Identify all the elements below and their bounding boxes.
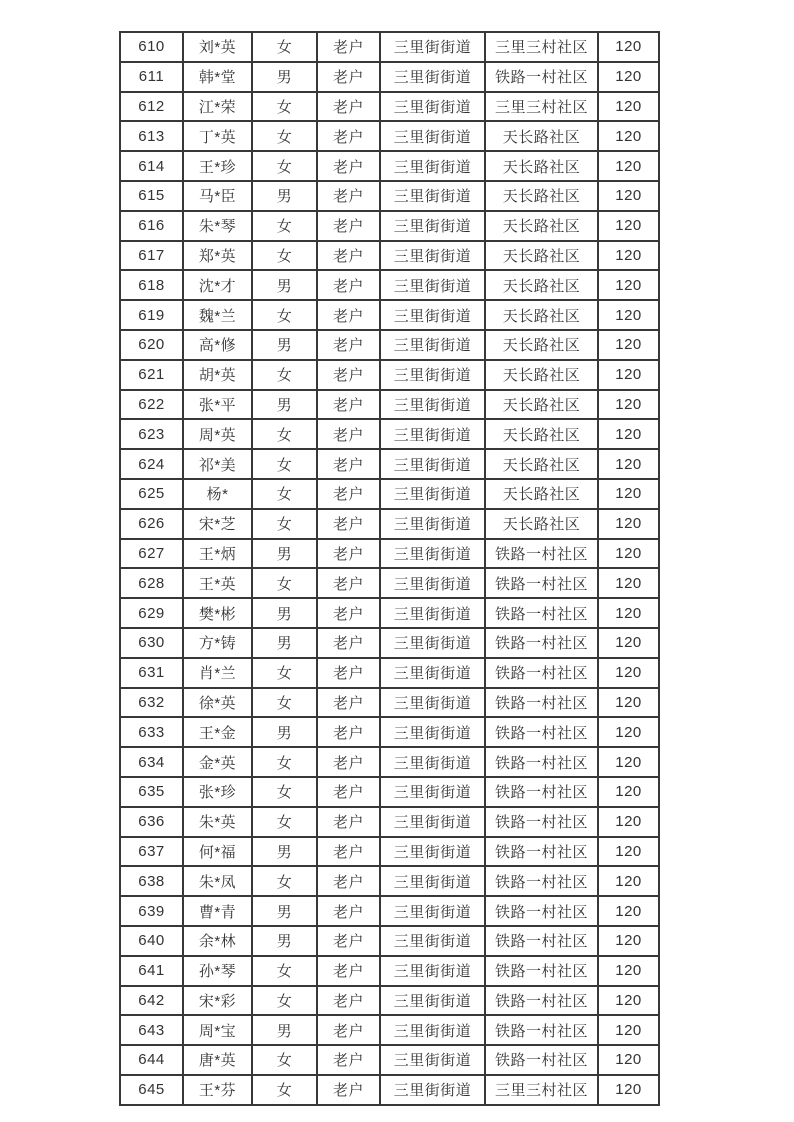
table-row	[120, 181, 659, 211]
cell-name: 王*英	[183, 568, 252, 598]
cell-community: 铁路一村社区	[485, 986, 598, 1016]
cell-street: 三里街街道	[380, 568, 485, 598]
table-row	[120, 568, 659, 598]
cell-household-type: 老户	[317, 151, 380, 181]
cell-street: 三里街街道	[380, 270, 485, 300]
cell-serial-number: 622	[120, 390, 183, 420]
cell-name: 张*珍	[183, 777, 252, 807]
cell-name: 刘*英	[183, 32, 252, 62]
table-row	[120, 688, 659, 718]
cell-serial-number: 637	[120, 837, 183, 867]
cell-street: 三里街街道	[380, 1075, 485, 1105]
cell-amount: 120	[598, 717, 659, 747]
cell-amount: 120	[598, 390, 659, 420]
cell-street: 三里街街道	[380, 628, 485, 658]
table-row	[120, 926, 659, 956]
cell-community: 铁路一村社区	[485, 62, 598, 92]
cell-street: 三里街街道	[380, 419, 485, 449]
cell-gender: 女	[252, 360, 317, 390]
cell-name: 魏*兰	[183, 300, 252, 330]
cell-name: 何*福	[183, 837, 252, 867]
cell-gender: 女	[252, 777, 317, 807]
cell-community: 天长路社区	[485, 330, 598, 360]
cell-amount: 120	[598, 1015, 659, 1045]
cell-name: 江*荣	[183, 92, 252, 122]
table-row	[120, 360, 659, 390]
cell-name: 杨*	[183, 479, 252, 509]
cell-amount: 120	[598, 926, 659, 956]
cell-street: 三里街街道	[380, 509, 485, 539]
cell-street: 三里街街道	[380, 837, 485, 867]
cell-gender: 女	[252, 449, 317, 479]
cell-household-type: 老户	[317, 62, 380, 92]
cell-amount: 120	[598, 896, 659, 926]
table-row	[120, 717, 659, 747]
table-row	[120, 1045, 659, 1075]
cell-street: 三里街街道	[380, 300, 485, 330]
cell-street: 三里街街道	[380, 539, 485, 569]
cell-serial-number: 618	[120, 270, 183, 300]
cell-street: 三里街街道	[380, 807, 485, 837]
cell-household-type: 老户	[317, 360, 380, 390]
table-row	[120, 241, 659, 271]
table-row	[120, 1015, 659, 1045]
cell-amount: 120	[598, 121, 659, 151]
cell-community: 天长路社区	[485, 479, 598, 509]
cell-household-type: 老户	[317, 449, 380, 479]
cell-name: 金*英	[183, 747, 252, 777]
cell-household-type: 老户	[317, 926, 380, 956]
cell-name: 宋*芝	[183, 509, 252, 539]
cell-serial-number: 630	[120, 628, 183, 658]
table-row	[120, 330, 659, 360]
cell-gender: 女	[252, 568, 317, 598]
cell-gender: 女	[252, 1075, 317, 1105]
cell-serial-number: 617	[120, 241, 183, 271]
cell-street: 三里街街道	[380, 181, 485, 211]
cell-gender: 女	[252, 300, 317, 330]
cell-household-type: 老户	[317, 121, 380, 151]
cell-serial-number: 645	[120, 1075, 183, 1105]
cell-amount: 120	[598, 62, 659, 92]
cell-serial-number: 612	[120, 92, 183, 122]
cell-amount: 120	[598, 151, 659, 181]
cell-name: 朱*凤	[183, 866, 252, 896]
cell-community: 天长路社区	[485, 449, 598, 479]
cell-name: 曹*青	[183, 896, 252, 926]
cell-amount: 120	[598, 479, 659, 509]
cell-street: 三里街街道	[380, 151, 485, 181]
cell-amount: 120	[598, 1075, 659, 1105]
cell-gender: 女	[252, 241, 317, 271]
cell-serial-number: 613	[120, 121, 183, 151]
cell-community: 三里三村社区	[485, 32, 598, 62]
cell-name: 朱*英	[183, 807, 252, 837]
cell-amount: 120	[598, 986, 659, 1016]
cell-street: 三里街街道	[380, 956, 485, 986]
cell-serial-number: 624	[120, 449, 183, 479]
cell-household-type: 老户	[317, 92, 380, 122]
cell-street: 三里街街道	[380, 896, 485, 926]
cell-gender: 女	[252, 986, 317, 1016]
cell-street: 三里街街道	[380, 866, 485, 896]
cell-amount: 120	[598, 747, 659, 777]
table-row	[120, 628, 659, 658]
cell-household-type: 老户	[317, 539, 380, 569]
cell-name: 宋*彩	[183, 986, 252, 1016]
cell-community: 铁路一村社区	[485, 837, 598, 867]
cell-community: 铁路一村社区	[485, 866, 598, 896]
cell-amount: 120	[598, 32, 659, 62]
cell-name: 徐*英	[183, 688, 252, 718]
cell-community: 天长路社区	[485, 181, 598, 211]
cell-amount: 120	[598, 956, 659, 986]
cell-community: 天长路社区	[485, 241, 598, 271]
cell-serial-number: 626	[120, 509, 183, 539]
cell-household-type: 老户	[317, 717, 380, 747]
cell-serial-number: 638	[120, 866, 183, 896]
cell-gender: 男	[252, 270, 317, 300]
table-row	[120, 539, 659, 569]
cell-amount: 120	[598, 330, 659, 360]
cell-gender: 男	[252, 539, 317, 569]
table-row	[120, 449, 659, 479]
cell-community: 铁路一村社区	[485, 717, 598, 747]
cell-serial-number: 641	[120, 956, 183, 986]
cell-gender: 女	[252, 92, 317, 122]
table-row	[120, 121, 659, 151]
cell-serial-number: 639	[120, 896, 183, 926]
cell-street: 三里街街道	[380, 777, 485, 807]
cell-gender: 男	[252, 390, 317, 420]
table-row	[120, 92, 659, 122]
cell-amount: 120	[598, 181, 659, 211]
cell-street: 三里街街道	[380, 211, 485, 241]
cell-amount: 120	[598, 360, 659, 390]
cell-household-type: 老户	[317, 568, 380, 598]
table-row	[120, 747, 659, 777]
table-row	[120, 151, 659, 181]
cell-gender: 男	[252, 896, 317, 926]
table-row	[120, 837, 659, 867]
cell-name: 王*珍	[183, 151, 252, 181]
cell-community: 天长路社区	[485, 151, 598, 181]
cell-name: 胡*英	[183, 360, 252, 390]
cell-community: 铁路一村社区	[485, 807, 598, 837]
cell-gender: 女	[252, 419, 317, 449]
cell-gender: 男	[252, 628, 317, 658]
cell-gender: 女	[252, 211, 317, 241]
cell-street: 三里街街道	[380, 32, 485, 62]
table-row	[120, 598, 659, 628]
cell-gender: 女	[252, 479, 317, 509]
cell-gender: 女	[252, 1045, 317, 1075]
cell-serial-number: 640	[120, 926, 183, 956]
cell-gender: 男	[252, 62, 317, 92]
cell-gender: 女	[252, 688, 317, 718]
cell-serial-number: 633	[120, 717, 183, 747]
cell-name: 沈*才	[183, 270, 252, 300]
cell-street: 三里街街道	[380, 92, 485, 122]
cell-household-type: 老户	[317, 509, 380, 539]
cell-gender: 男	[252, 598, 317, 628]
cell-street: 三里街街道	[380, 449, 485, 479]
cell-household-type: 老户	[317, 628, 380, 658]
cell-amount: 120	[598, 598, 659, 628]
cell-street: 三里街街道	[380, 62, 485, 92]
cell-serial-number: 611	[120, 62, 183, 92]
cell-street: 三里街街道	[380, 241, 485, 271]
cell-household-type: 老户	[317, 330, 380, 360]
cell-serial-number: 623	[120, 419, 183, 449]
cell-street: 三里街街道	[380, 330, 485, 360]
table-row	[120, 390, 659, 420]
cell-street: 三里街街道	[380, 1045, 485, 1075]
table-row	[120, 270, 659, 300]
cell-gender: 男	[252, 717, 317, 747]
table-row	[120, 866, 659, 896]
cell-household-type: 老户	[317, 866, 380, 896]
cell-household-type: 老户	[317, 837, 380, 867]
cell-amount: 120	[598, 866, 659, 896]
table-row	[120, 509, 659, 539]
cell-community: 铁路一村社区	[485, 598, 598, 628]
cell-amount: 120	[598, 628, 659, 658]
cell-serial-number: 642	[120, 986, 183, 1016]
cell-street: 三里街街道	[380, 390, 485, 420]
cell-community: 铁路一村社区	[485, 747, 598, 777]
cell-serial-number: 632	[120, 688, 183, 718]
cell-name: 余*林	[183, 926, 252, 956]
cell-community: 天长路社区	[485, 121, 598, 151]
cell-gender: 女	[252, 956, 317, 986]
beneficiary-roster-table	[119, 31, 660, 1106]
table-row	[120, 32, 659, 62]
cell-name: 高*修	[183, 330, 252, 360]
cell-street: 三里街街道	[380, 1015, 485, 1045]
table-row	[120, 658, 659, 688]
cell-serial-number: 610	[120, 32, 183, 62]
table-row	[120, 1075, 659, 1105]
cell-serial-number: 616	[120, 211, 183, 241]
cell-gender: 男	[252, 330, 317, 360]
cell-street: 三里街街道	[380, 479, 485, 509]
cell-gender: 男	[252, 837, 317, 867]
cell-gender: 女	[252, 32, 317, 62]
cell-community: 三里三村社区	[485, 1075, 598, 1105]
cell-name: 肖*兰	[183, 658, 252, 688]
cell-street: 三里街街道	[380, 121, 485, 151]
cell-name: 唐*英	[183, 1045, 252, 1075]
cell-household-type: 老户	[317, 390, 380, 420]
table-row	[120, 777, 659, 807]
cell-serial-number: 615	[120, 181, 183, 211]
cell-street: 三里街街道	[380, 926, 485, 956]
cell-community: 铁路一村社区	[485, 1015, 598, 1045]
cell-name: 马*臣	[183, 181, 252, 211]
cell-gender: 女	[252, 747, 317, 777]
cell-amount: 120	[598, 419, 659, 449]
cell-community: 铁路一村社区	[485, 896, 598, 926]
cell-household-type: 老户	[317, 956, 380, 986]
cell-street: 三里街街道	[380, 658, 485, 688]
cell-gender: 男	[252, 181, 317, 211]
cell-name: 王*炳	[183, 539, 252, 569]
cell-household-type: 老户	[317, 1045, 380, 1075]
cell-household-type: 老户	[317, 270, 380, 300]
cell-amount: 120	[598, 807, 659, 837]
cell-serial-number: 631	[120, 658, 183, 688]
cell-serial-number: 634	[120, 747, 183, 777]
table-row	[120, 956, 659, 986]
cell-community: 天长路社区	[485, 360, 598, 390]
cell-serial-number: 636	[120, 807, 183, 837]
cell-amount: 120	[598, 539, 659, 569]
table-row	[120, 300, 659, 330]
cell-community: 铁路一村社区	[485, 926, 598, 956]
cell-community: 铁路一村社区	[485, 688, 598, 718]
cell-gender: 女	[252, 509, 317, 539]
cell-amount: 120	[598, 241, 659, 271]
cell-name: 周*宝	[183, 1015, 252, 1045]
table-row	[120, 479, 659, 509]
cell-amount: 120	[598, 270, 659, 300]
cell-amount: 120	[598, 688, 659, 718]
cell-name: 朱*琴	[183, 211, 252, 241]
cell-community: 铁路一村社区	[485, 568, 598, 598]
cell-community: 铁路一村社区	[485, 956, 598, 986]
table-row	[120, 807, 659, 837]
cell-name: 韩*堂	[183, 62, 252, 92]
cell-amount: 120	[598, 509, 659, 539]
cell-gender: 女	[252, 866, 317, 896]
cell-name: 樊*彬	[183, 598, 252, 628]
table-row	[120, 211, 659, 241]
cell-community: 三里三村社区	[485, 92, 598, 122]
cell-household-type: 老户	[317, 241, 380, 271]
cell-street: 三里街街道	[380, 717, 485, 747]
cell-household-type: 老户	[317, 747, 380, 777]
cell-name: 张*平	[183, 390, 252, 420]
cell-gender: 女	[252, 151, 317, 181]
cell-household-type: 老户	[317, 598, 380, 628]
cell-name: 祁*美	[183, 449, 252, 479]
cell-household-type: 老户	[317, 986, 380, 1016]
cell-serial-number: 627	[120, 539, 183, 569]
table-row	[120, 419, 659, 449]
cell-community: 天长路社区	[485, 419, 598, 449]
cell-household-type: 老户	[317, 1015, 380, 1045]
cell-street: 三里街街道	[380, 598, 485, 628]
cell-household-type: 老户	[317, 658, 380, 688]
cell-gender: 女	[252, 658, 317, 688]
cell-gender: 男	[252, 926, 317, 956]
cell-community: 铁路一村社区	[485, 1045, 598, 1075]
cell-serial-number: 644	[120, 1045, 183, 1075]
table-row	[120, 986, 659, 1016]
cell-street: 三里街街道	[380, 986, 485, 1016]
cell-household-type: 老户	[317, 32, 380, 62]
cell-name: 孙*琴	[183, 956, 252, 986]
cell-amount: 120	[598, 568, 659, 598]
cell-name: 王*芬	[183, 1075, 252, 1105]
cell-household-type: 老户	[317, 181, 380, 211]
cell-serial-number: 628	[120, 568, 183, 598]
cell-household-type: 老户	[317, 479, 380, 509]
cell-amount: 120	[598, 1045, 659, 1075]
cell-amount: 120	[598, 449, 659, 479]
cell-gender: 女	[252, 807, 317, 837]
cell-household-type: 老户	[317, 211, 380, 241]
cell-name: 方*铸	[183, 628, 252, 658]
cell-gender: 女	[252, 121, 317, 151]
cell-community: 天长路社区	[485, 300, 598, 330]
cell-serial-number: 621	[120, 360, 183, 390]
cell-household-type: 老户	[317, 300, 380, 330]
cell-name: 郑*英	[183, 241, 252, 271]
cell-amount: 120	[598, 837, 659, 867]
cell-community: 铁路一村社区	[485, 658, 598, 688]
cell-serial-number: 620	[120, 330, 183, 360]
cell-community: 天长路社区	[485, 211, 598, 241]
cell-household-type: 老户	[317, 896, 380, 926]
cell-name: 王*金	[183, 717, 252, 747]
cell-serial-number: 643	[120, 1015, 183, 1045]
cell-community: 天长路社区	[485, 390, 598, 420]
cell-serial-number: 614	[120, 151, 183, 181]
cell-household-type: 老户	[317, 807, 380, 837]
cell-gender: 男	[252, 1015, 317, 1045]
cell-street: 三里街街道	[380, 688, 485, 718]
cell-household-type: 老户	[317, 777, 380, 807]
cell-amount: 120	[598, 211, 659, 241]
cell-amount: 120	[598, 92, 659, 122]
cell-household-type: 老户	[317, 688, 380, 718]
cell-street: 三里街街道	[380, 360, 485, 390]
cell-community: 铁路一村社区	[485, 628, 598, 658]
table-body	[120, 32, 659, 1105]
cell-community: 铁路一村社区	[485, 777, 598, 807]
cell-serial-number: 635	[120, 777, 183, 807]
cell-community: 铁路一村社区	[485, 539, 598, 569]
cell-street: 三里街街道	[380, 747, 485, 777]
cell-amount: 120	[598, 658, 659, 688]
cell-name: 丁*英	[183, 121, 252, 151]
cell-community: 天长路社区	[485, 270, 598, 300]
cell-amount: 120	[598, 777, 659, 807]
table-row	[120, 896, 659, 926]
cell-household-type: 老户	[317, 419, 380, 449]
cell-amount: 120	[598, 300, 659, 330]
cell-household-type: 老户	[317, 1075, 380, 1105]
cell-serial-number: 625	[120, 479, 183, 509]
table-row	[120, 62, 659, 92]
cell-serial-number: 619	[120, 300, 183, 330]
cell-name: 周*英	[183, 419, 252, 449]
cell-serial-number: 629	[120, 598, 183, 628]
cell-community: 天长路社区	[485, 509, 598, 539]
